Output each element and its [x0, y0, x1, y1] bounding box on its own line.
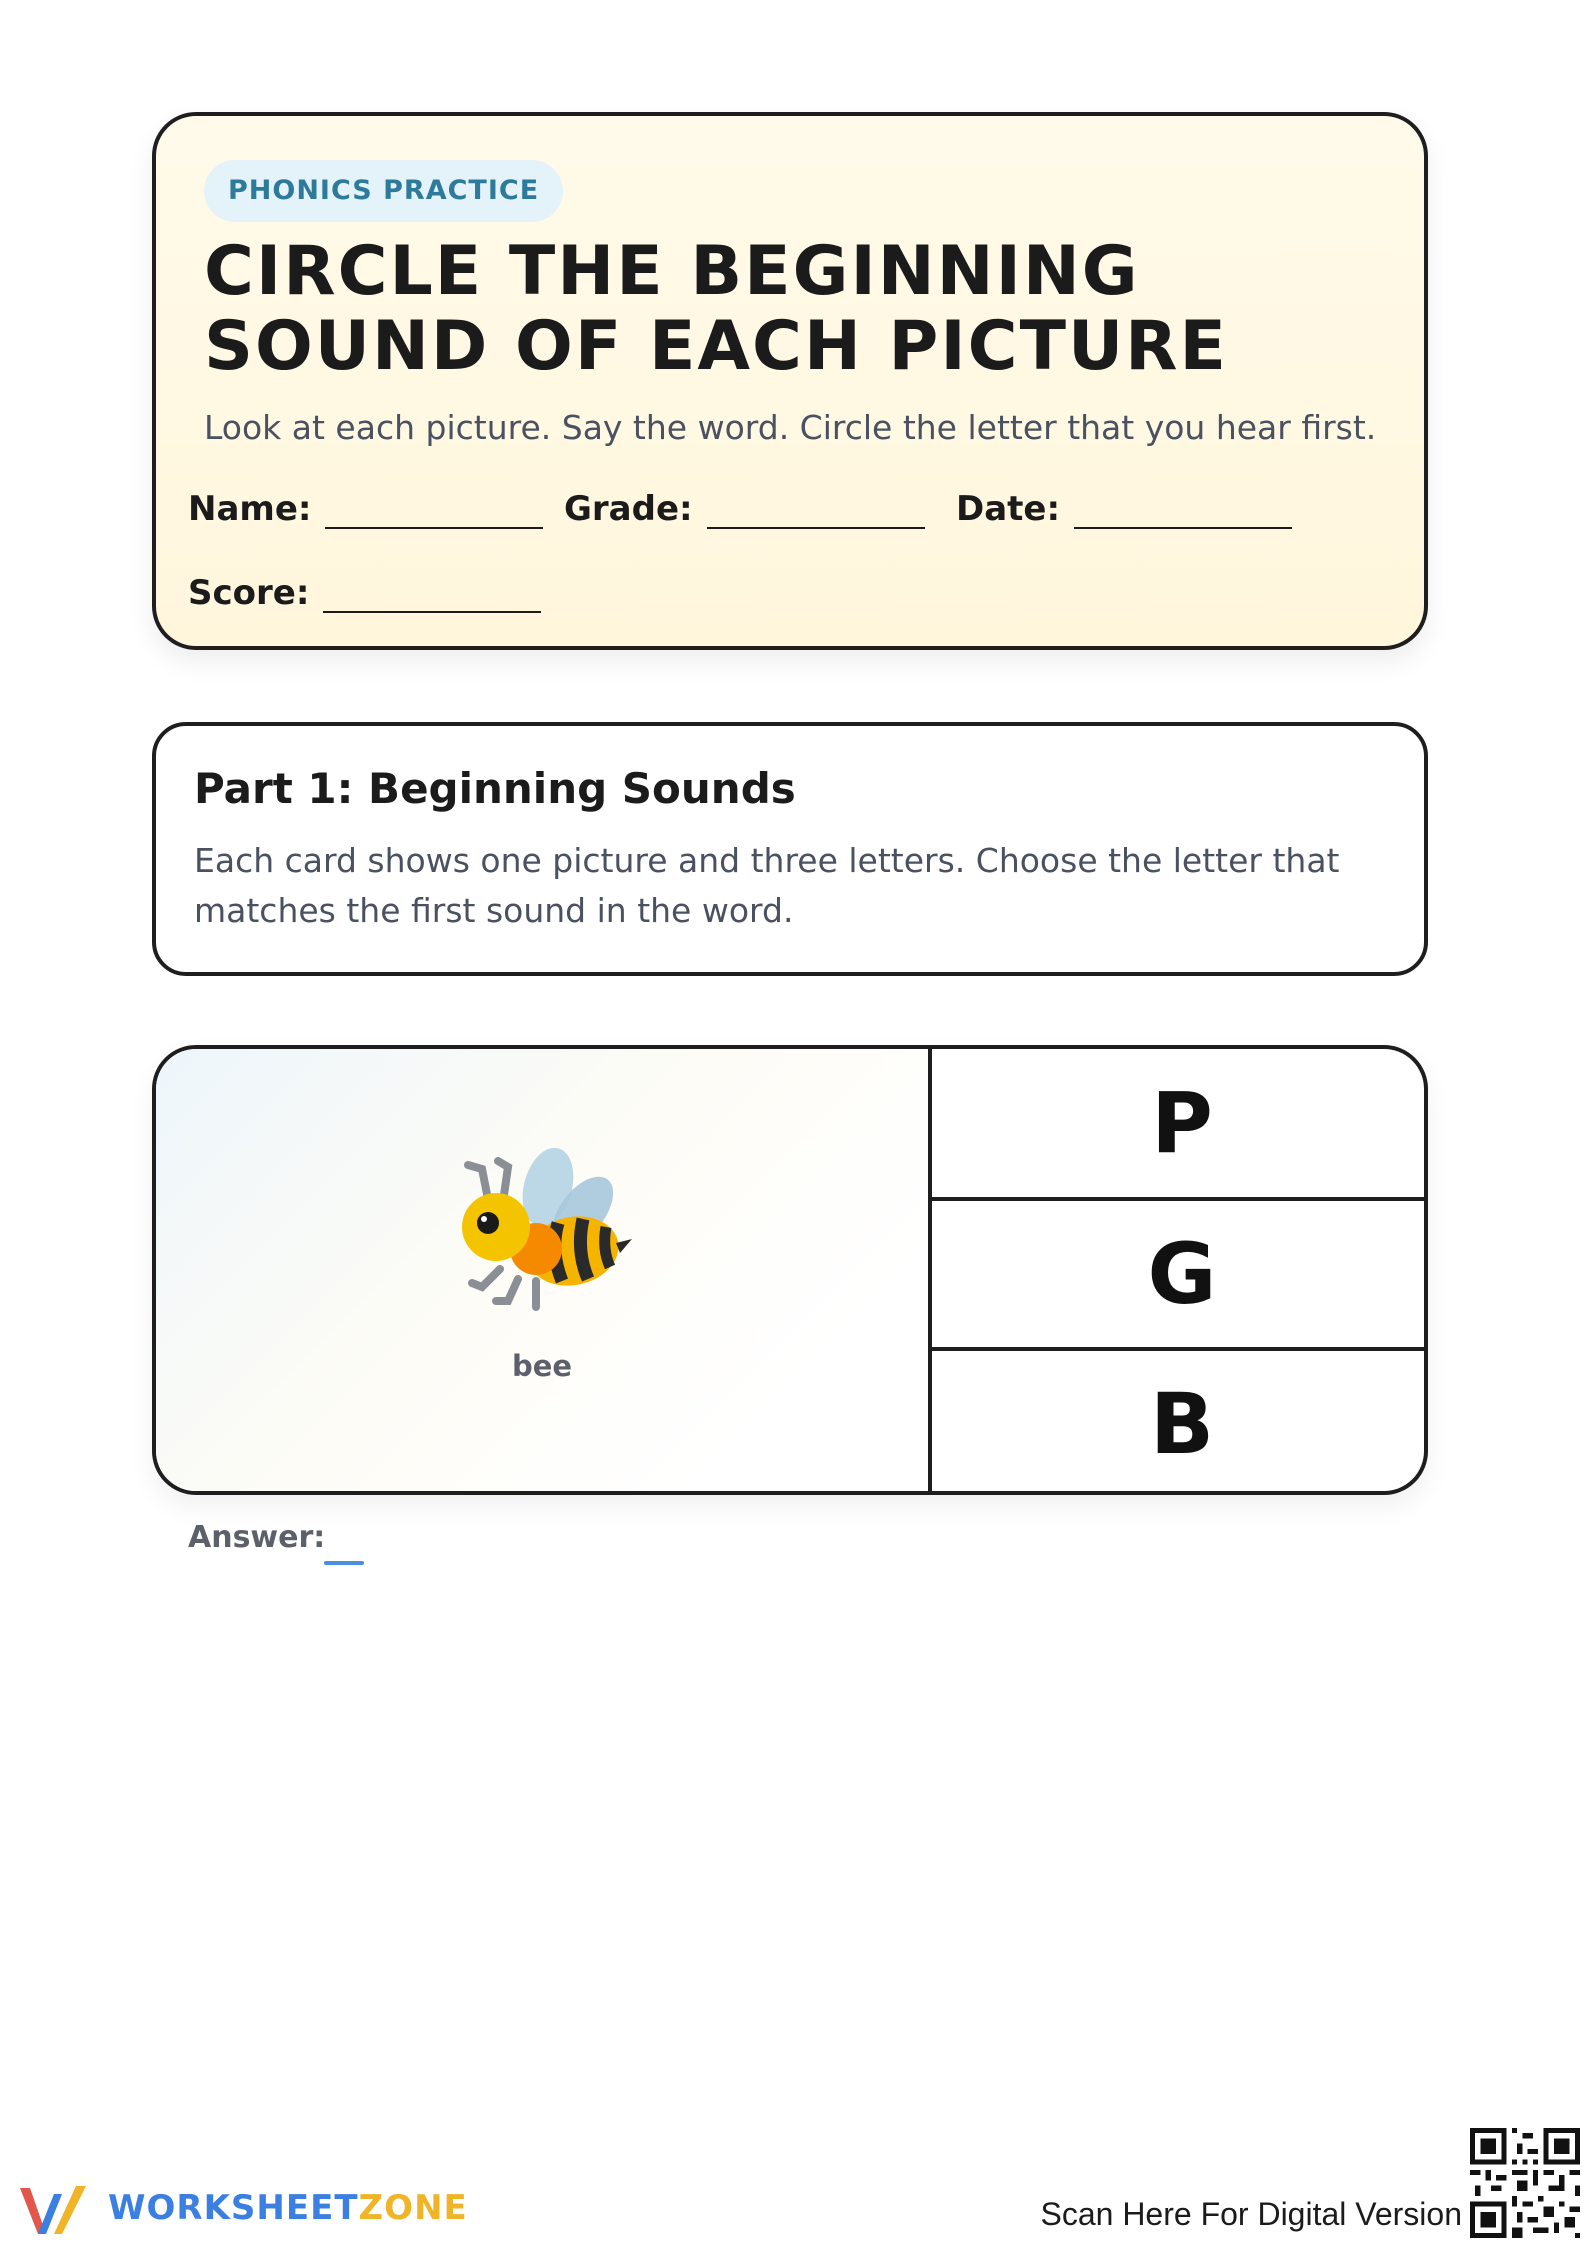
score-field[interactable] [188, 572, 541, 613]
name-field[interactable] [188, 488, 543, 529]
answer-input-line[interactable] [324, 1561, 364, 1565]
category-badge: PHONICS PRACTICE [204, 160, 563, 222]
brand-name-part2: ZONE [358, 2188, 468, 2228]
name-label: Name: [188, 489, 312, 529]
question-card [152, 1045, 1428, 1495]
worksheetzone-logo-icon [16, 2180, 100, 2240]
grade-field[interactable] [564, 488, 925, 529]
worksheet-header-card [152, 112, 1428, 650]
choice-b[interactable]: B [1149, 1375, 1215, 1473]
worksheet-instructions: Look at each picture. Say the word. Circle the letter that you hear first. [204, 408, 1377, 447]
scan-caption: Scan Here For Digital Version [1040, 2196, 1462, 2232]
worksheet-title: CIRCLE THE BEGINNING SOUND OF EACH PICTURE [204, 232, 1228, 386]
part-1-title: Part 1: Beginning Sounds [194, 764, 796, 813]
picture-panel [156, 1049, 928, 1491]
part-1-description: Each card shows one picture and three letters. Choose the letter that matches the first sound in the word. [194, 841, 1340, 930]
part-1-card [152, 722, 1428, 976]
score-blank-line [323, 611, 541, 613]
bee-icon [438, 1139, 638, 1339]
picture-word-label: bee [511, 1349, 573, 1383]
date-label: Date: [956, 489, 1061, 529]
brand-name-part1: WORKSHEET [108, 2188, 359, 2228]
choice-g[interactable]: G [1147, 1225, 1217, 1323]
date-blank-line [1074, 527, 1292, 529]
grade-blank-line [707, 527, 925, 529]
brand-name [108, 2188, 468, 2228]
name-blank-line [325, 527, 543, 529]
qr-code-icon[interactable] [1470, 2128, 1580, 2238]
grade-label: Grade: [564, 489, 693, 529]
choice-p[interactable]: P [1151, 1074, 1213, 1172]
date-field[interactable] [956, 488, 1292, 529]
score-label: Score: [188, 573, 310, 613]
answer-label: Answer: [188, 1520, 326, 1555]
